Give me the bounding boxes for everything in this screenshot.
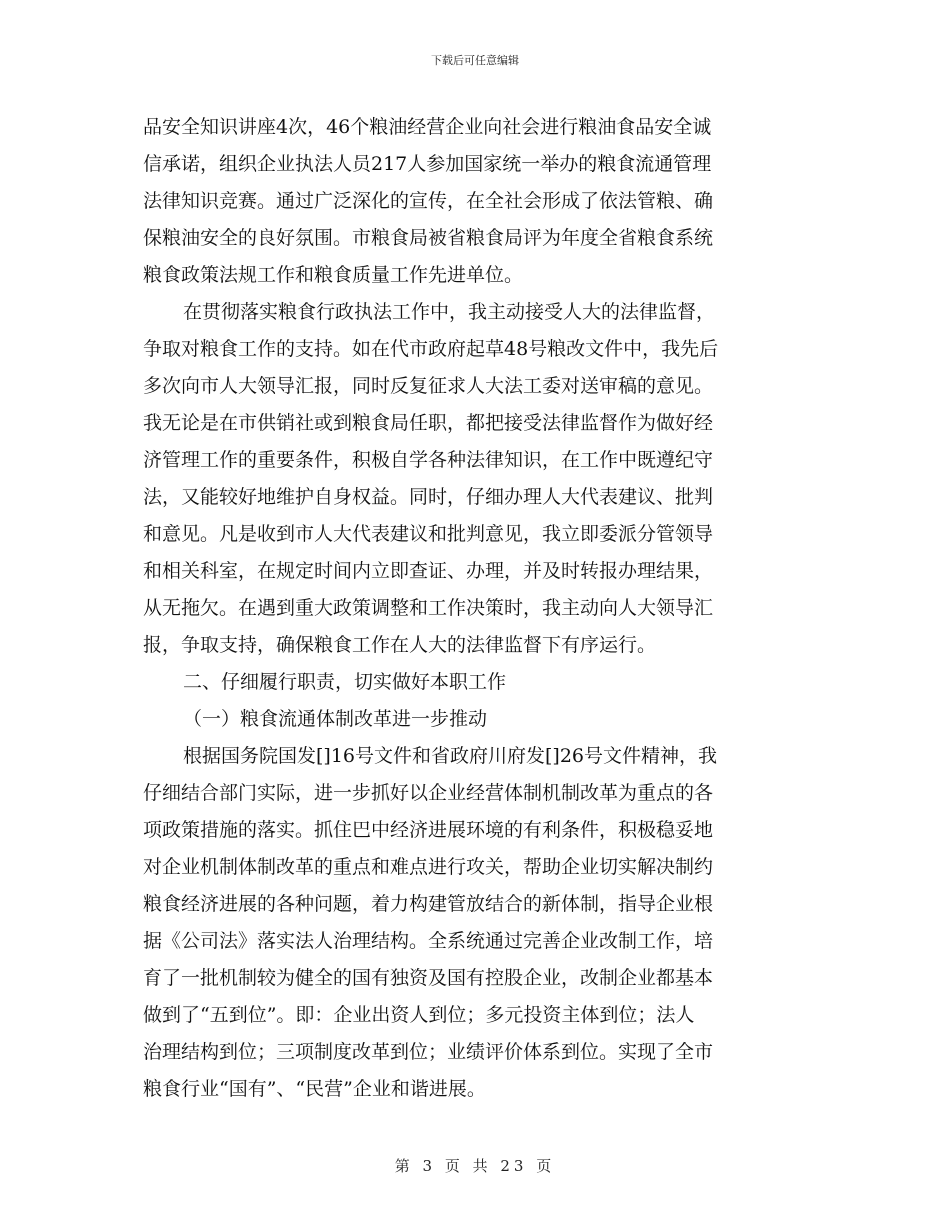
text-line: 做到了“五到位”。即：企业出资人到位；多元投资主体到位；法人 <box>143 1004 695 1026</box>
section-heading: 二、仔细履行职责，切实做好本职工作 <box>183 671 507 693</box>
text-line: 争取对粮食工作的支持。如在代市政府起草48号粮改文件中，我先后 <box>143 338 719 360</box>
text-line: 根据国务院国发[]16号文件和省政府川府发[]26号文件精神，我 <box>183 745 718 767</box>
text-line: 项政策措施的落实。抓住巴中经济进展环境的有利条件，积极稳妥地 <box>143 819 714 841</box>
text-line: 信承诺，组织企业执法人员217人参加国家统一举办的粮食流通管理 <box>143 153 712 175</box>
text-line: 我无论是在市供销社或到粮食局任职，都把接受法律监督作为做好经 <box>143 412 714 434</box>
text-line: 粮食行业“国有”、“民营”企业和谐进展。 <box>143 1078 486 1100</box>
text-line: 治理结构到位；三项制度改革到位；业绩评价体系到位。实现了全市 <box>143 1041 714 1063</box>
text-line: 在贯彻落实粮食行政执法工作中，我主动接受人大的法律监督， <box>183 301 716 323</box>
text-line: 育了一批机制较为健全的国有独资及国有控股企业，改制企业都基本 <box>143 967 714 989</box>
text-line: 对企业机制体制改革的重点和难点进行攻关，帮助企业切实解决制约 <box>143 856 714 878</box>
page-header: 下载后可任意编辑 <box>431 54 519 67</box>
text-line: 从无拖欠。在遇到重大政策调整和工作决策时，我主动向人大领导汇 <box>143 597 714 619</box>
text-line: 粮食政策法规工作和粮食质量工作先进单位。 <box>143 264 524 286</box>
text-line: 和意见。凡是收到市人大代表建议和批判意见，我立即委派分管领导 <box>143 523 714 545</box>
text-line: 法，又能较好地维护自身权益。同时，仔细办理人大代表建议、批判 <box>143 486 714 508</box>
text-line: 报，争取支持，确保粮食工作在人大的法律监督下有序运行。 <box>143 634 657 656</box>
text-line: 品安全知识讲座4次，46个粮油经营企业向社会进行粮油食品安全诚 <box>143 116 712 138</box>
subsection-heading: （一）粮食流通体制改革进一步推动 <box>183 708 488 730</box>
text-line: 济管理工作的重要条件，积极自学各种法律知识，在工作中既遵纪守 <box>143 449 714 471</box>
text-line: 法律知识竞赛。通过广泛深化的宣传，在全社会形成了依法管粮、确 <box>143 190 714 212</box>
text-line: 仔细结合部门实际，进一步抓好以企业经营体制机制改革为重点的各 <box>143 782 714 804</box>
text-line: 保粮油安全的良好氛围。市粮食局被省粮食局评为年度全省粮食系统 <box>143 227 714 249</box>
text-line: 粮食经济进展的各种问题，着力构建管放结合的新体制，指导企业根 <box>143 893 714 915</box>
page-footer: 第 3 页 共 23 页 <box>394 1157 556 1175</box>
text-line: 据《公司法》落实法人治理结构。全系统通过完善企业改制工作，培 <box>143 930 714 952</box>
text-line: 和相关科室，在规定时间内立即查证、办理，并及时转报办理结果， <box>143 560 714 582</box>
text-line: 多次向市人大领导汇报，同时反复征求人大法工委对送审稿的意见。 <box>143 375 714 397</box>
